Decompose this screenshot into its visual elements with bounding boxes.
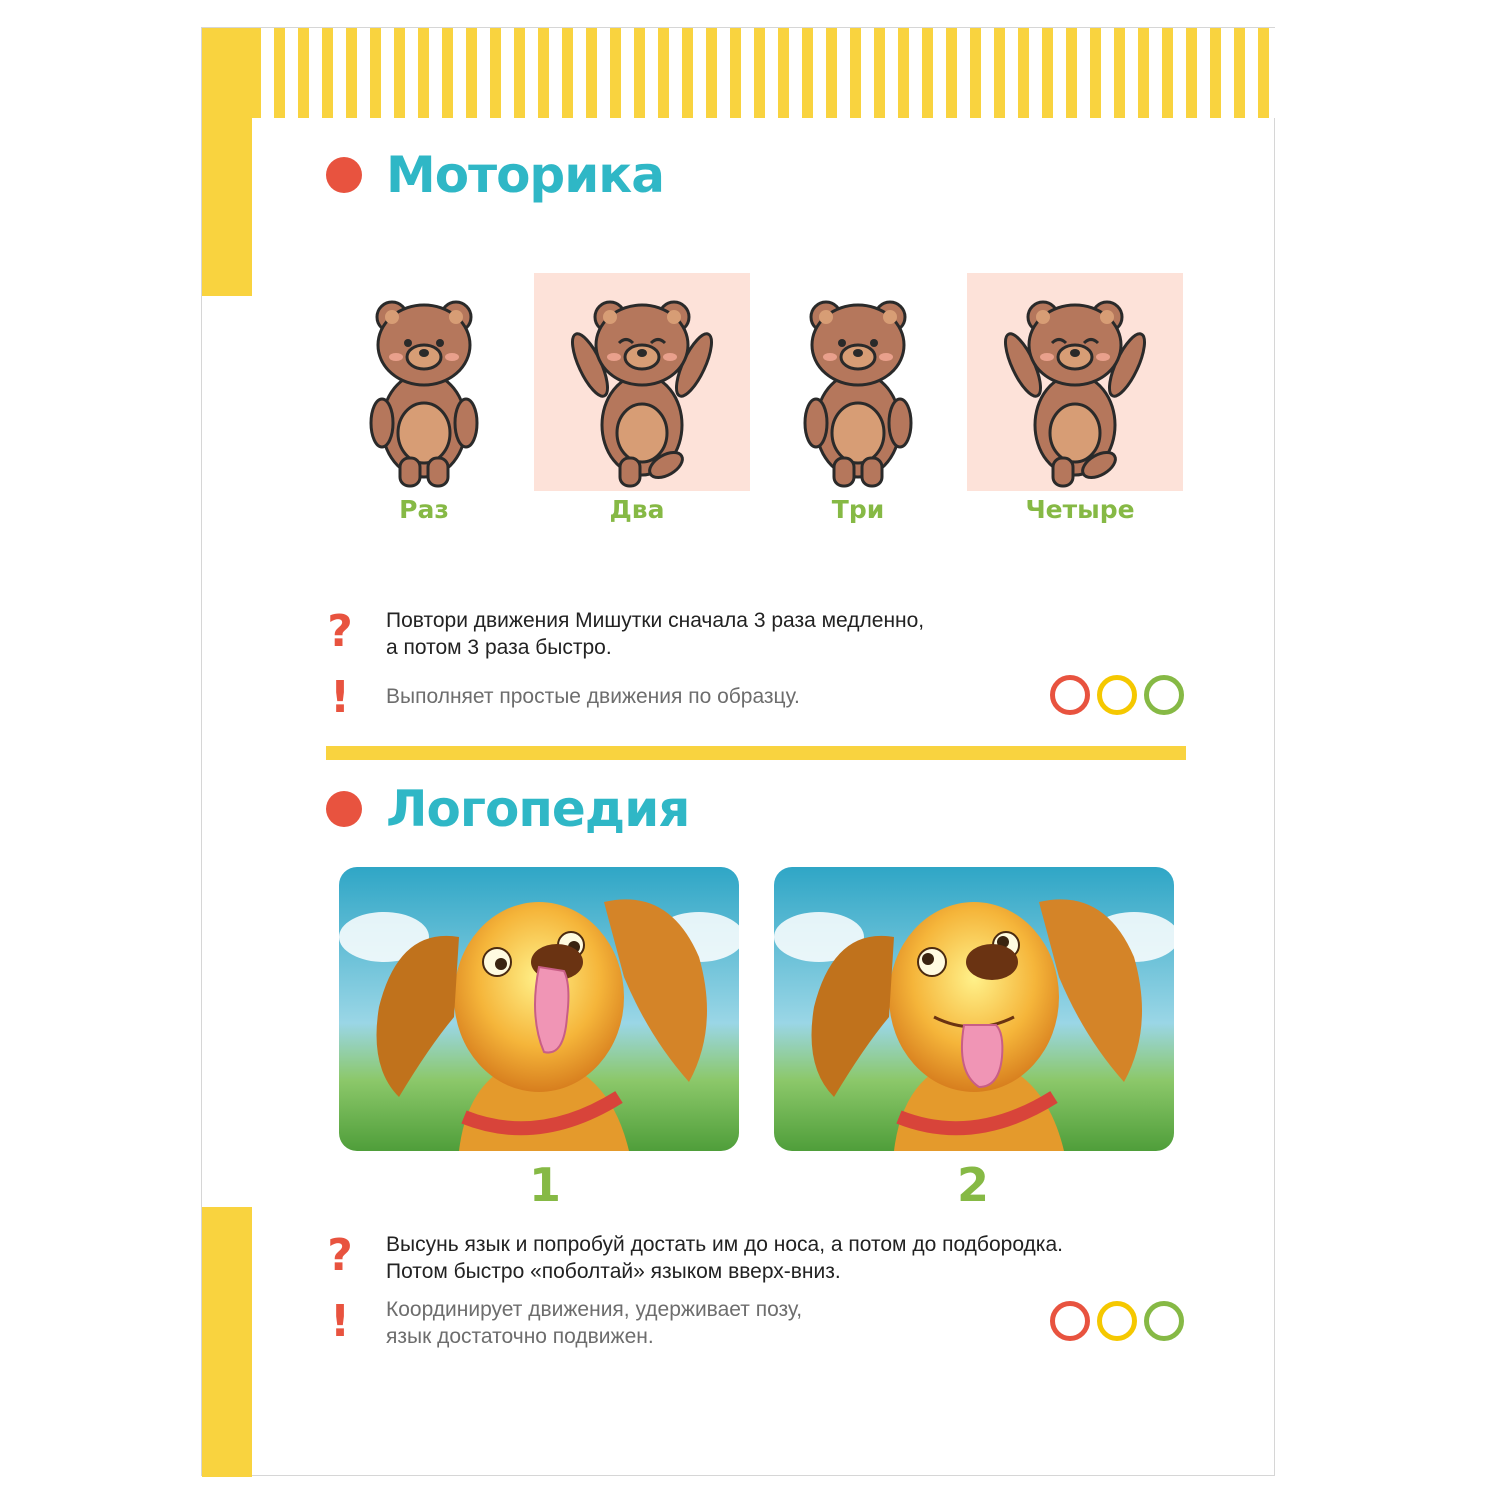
dog-image-2	[774, 867, 1174, 1151]
red-dot-icon	[326, 791, 362, 827]
bear-step-3	[750, 273, 966, 491]
motorika-task	[386, 607, 924, 661]
logopedia-title: Логопедия	[386, 780, 690, 838]
side-bar-bottom	[202, 1207, 252, 1477]
logopedia-note	[386, 1296, 802, 1350]
dog-tongue-down-illustration	[774, 867, 1174, 1151]
dog-number-1: 1	[528, 1158, 561, 1212]
rating-circle-green-icon[interactable]	[1144, 1301, 1184, 1341]
logopedia-heading	[326, 780, 689, 838]
bear-arms-down-image	[316, 273, 532, 491]
rating-circle-red-icon[interactable]	[1050, 675, 1090, 715]
exclamation-mark-icon: !	[329, 672, 351, 723]
rating-circle-green-icon[interactable]	[1144, 675, 1184, 715]
step-label-2: Два	[609, 495, 665, 524]
question-mark-icon: ?	[327, 1230, 353, 1281]
motorika-heading	[326, 146, 664, 204]
bear-arms-up-image	[967, 273, 1183, 491]
logopedia-task-line-1: Высунь язык и попробуй достать им до носа, а потом до подбородка.	[386, 1233, 1063, 1256]
bear-step-2	[534, 273, 750, 491]
logopedia-note-line-2: язык достаточно подвижен.	[386, 1325, 654, 1348]
side-bar-top	[202, 28, 252, 296]
step-label-4: Четыре	[1025, 495, 1135, 524]
rating-circle-red-icon[interactable]	[1050, 1301, 1090, 1341]
bear-arms-up-image	[534, 273, 750, 491]
bear-step-4	[967, 273, 1183, 491]
bear-step-1	[316, 273, 532, 491]
motorika-task-line-2: а потом 3 раза быстро.	[386, 636, 612, 659]
logopedia-task-line-2: Потом быстро «поболтай» языком вверх-вниз.	[386, 1260, 841, 1283]
dog-image-1	[339, 867, 739, 1151]
step-label-1: Раз	[399, 495, 449, 524]
bear-arms-down-image	[750, 273, 966, 491]
rating-circle-yellow-icon[interactable]	[1097, 675, 1137, 715]
exclamation-mark-icon: !	[329, 1296, 351, 1347]
logopedia-task	[386, 1231, 1063, 1285]
motorika-note: Выполняет простые движения по образцу.	[386, 685, 800, 708]
workbook-page	[201, 27, 1275, 1476]
striped-header-band	[202, 28, 1275, 118]
motorika-title: Моторика	[386, 146, 664, 204]
logopedia-rating	[1050, 1301, 1184, 1341]
logopedia-note-line-1: Координирует движения, удерживает позу,	[386, 1298, 803, 1321]
red-dot-icon	[326, 157, 362, 193]
dog-number-2: 2	[956, 1158, 989, 1212]
dog-tongue-up-illustration	[339, 867, 739, 1151]
motorika-task-line-1: Повтори движения Мишутки сначала 3 раза медленно,	[386, 609, 925, 632]
motorika-rating	[1050, 675, 1184, 715]
rating-circle-yellow-icon[interactable]	[1097, 1301, 1137, 1341]
step-label-3: Три	[831, 495, 885, 524]
section-divider	[326, 746, 1186, 760]
question-mark-icon: ?	[327, 606, 353, 657]
